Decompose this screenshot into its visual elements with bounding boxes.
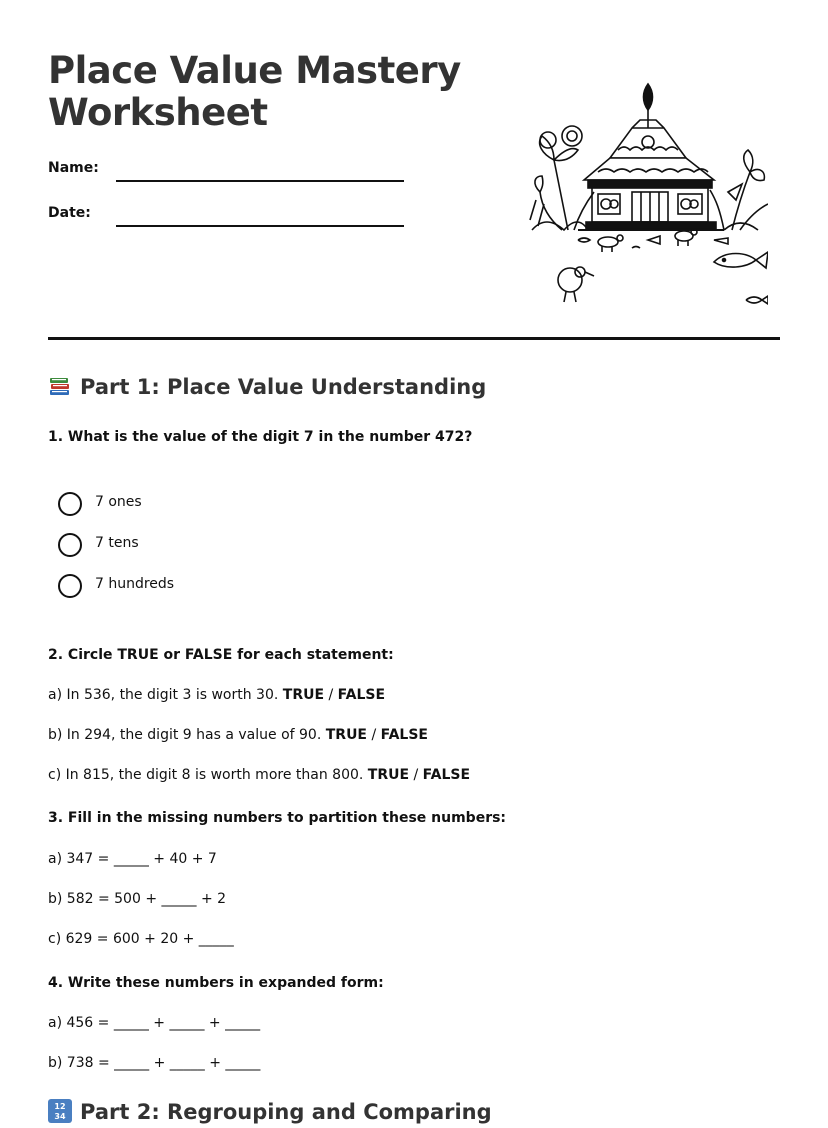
false-option[interactable]: FALSE (422, 767, 471, 783)
numbers-1234-icon (48, 1099, 72, 1123)
radio-circle[interactable] (58, 492, 82, 516)
name-field[interactable] (48, 160, 408, 180)
q4-item-b[interactable]: b) 738 = _____ + _____ + _____ (48, 1055, 261, 1071)
question-4: 4. Write these numbers in expanded form: (48, 975, 384, 991)
header-divider (48, 337, 780, 340)
q2-statement-b (48, 727, 428, 743)
separator: / (367, 727, 381, 743)
q2-statement-c-text: c) In 815, the digit 8 is worth more than 800. (48, 767, 368, 783)
question-3: 3. Fill in the missing numbers to partition these numbers: (48, 810, 507, 826)
true-option[interactable]: TRUE (325, 727, 367, 743)
worksheet-title: Place Value Mastery Worksheet (48, 49, 461, 134)
q1-option-3-label: 7 hundreds (95, 576, 175, 592)
true-option[interactable]: TRUE (282, 687, 325, 703)
part2-heading-text: Part 2: Regrouping and Comparing (80, 1100, 492, 1124)
name-line[interactable] (116, 180, 404, 182)
true-option[interactable]: TRUE (367, 767, 410, 783)
q1-option-2-label: 7 tens (95, 535, 139, 551)
part1-heading-text: Part 1: Place Value Understanding (80, 375, 487, 399)
q4-item-a[interactable]: a) 456 = _____ + _____ + _____ (48, 1015, 261, 1031)
q2-statement-b-text: b) In 294, the digit 9 has a value of 90. (48, 727, 326, 743)
q2-statement-c (48, 767, 470, 783)
date-field[interactable] (48, 205, 408, 225)
radio-circle[interactable] (58, 533, 82, 557)
separator: / (324, 687, 338, 703)
q2-statement-a (48, 687, 385, 703)
name-label: Name: (48, 160, 99, 176)
false-option[interactable]: FALSE (337, 687, 386, 703)
svg-text:34: 34 (54, 1112, 66, 1121)
q2-statement-a-text: a) In 536, the digit 3 is worth 30. (48, 687, 283, 703)
q3-item-c[interactable]: c) 629 = 600 + 20 + _____ (48, 931, 234, 947)
question-2: 2. Circle TRUE or FALSE for each statement: (48, 647, 394, 663)
svg-text:12: 12 (54, 1102, 66, 1111)
date-label: Date: (48, 205, 91, 221)
books-icon (48, 374, 72, 398)
question-1: 1. What is the value of the digit 7 in the number 472? (48, 429, 473, 445)
house-illustration (528, 80, 768, 312)
false-option[interactable]: FALSE (380, 727, 428, 743)
separator: / (409, 767, 423, 783)
date-line[interactable] (116, 225, 404, 227)
q3-item-b[interactable]: b) 582 = 500 + _____ + 2 (48, 891, 227, 907)
part2-heading (48, 1099, 492, 1124)
radio-circle[interactable] (58, 574, 82, 598)
q3-item-a[interactable]: a) 347 = _____ + 40 + 7 (48, 851, 217, 867)
q1-option-1-label: 7 ones (95, 494, 142, 510)
part1-heading (48, 374, 486, 399)
